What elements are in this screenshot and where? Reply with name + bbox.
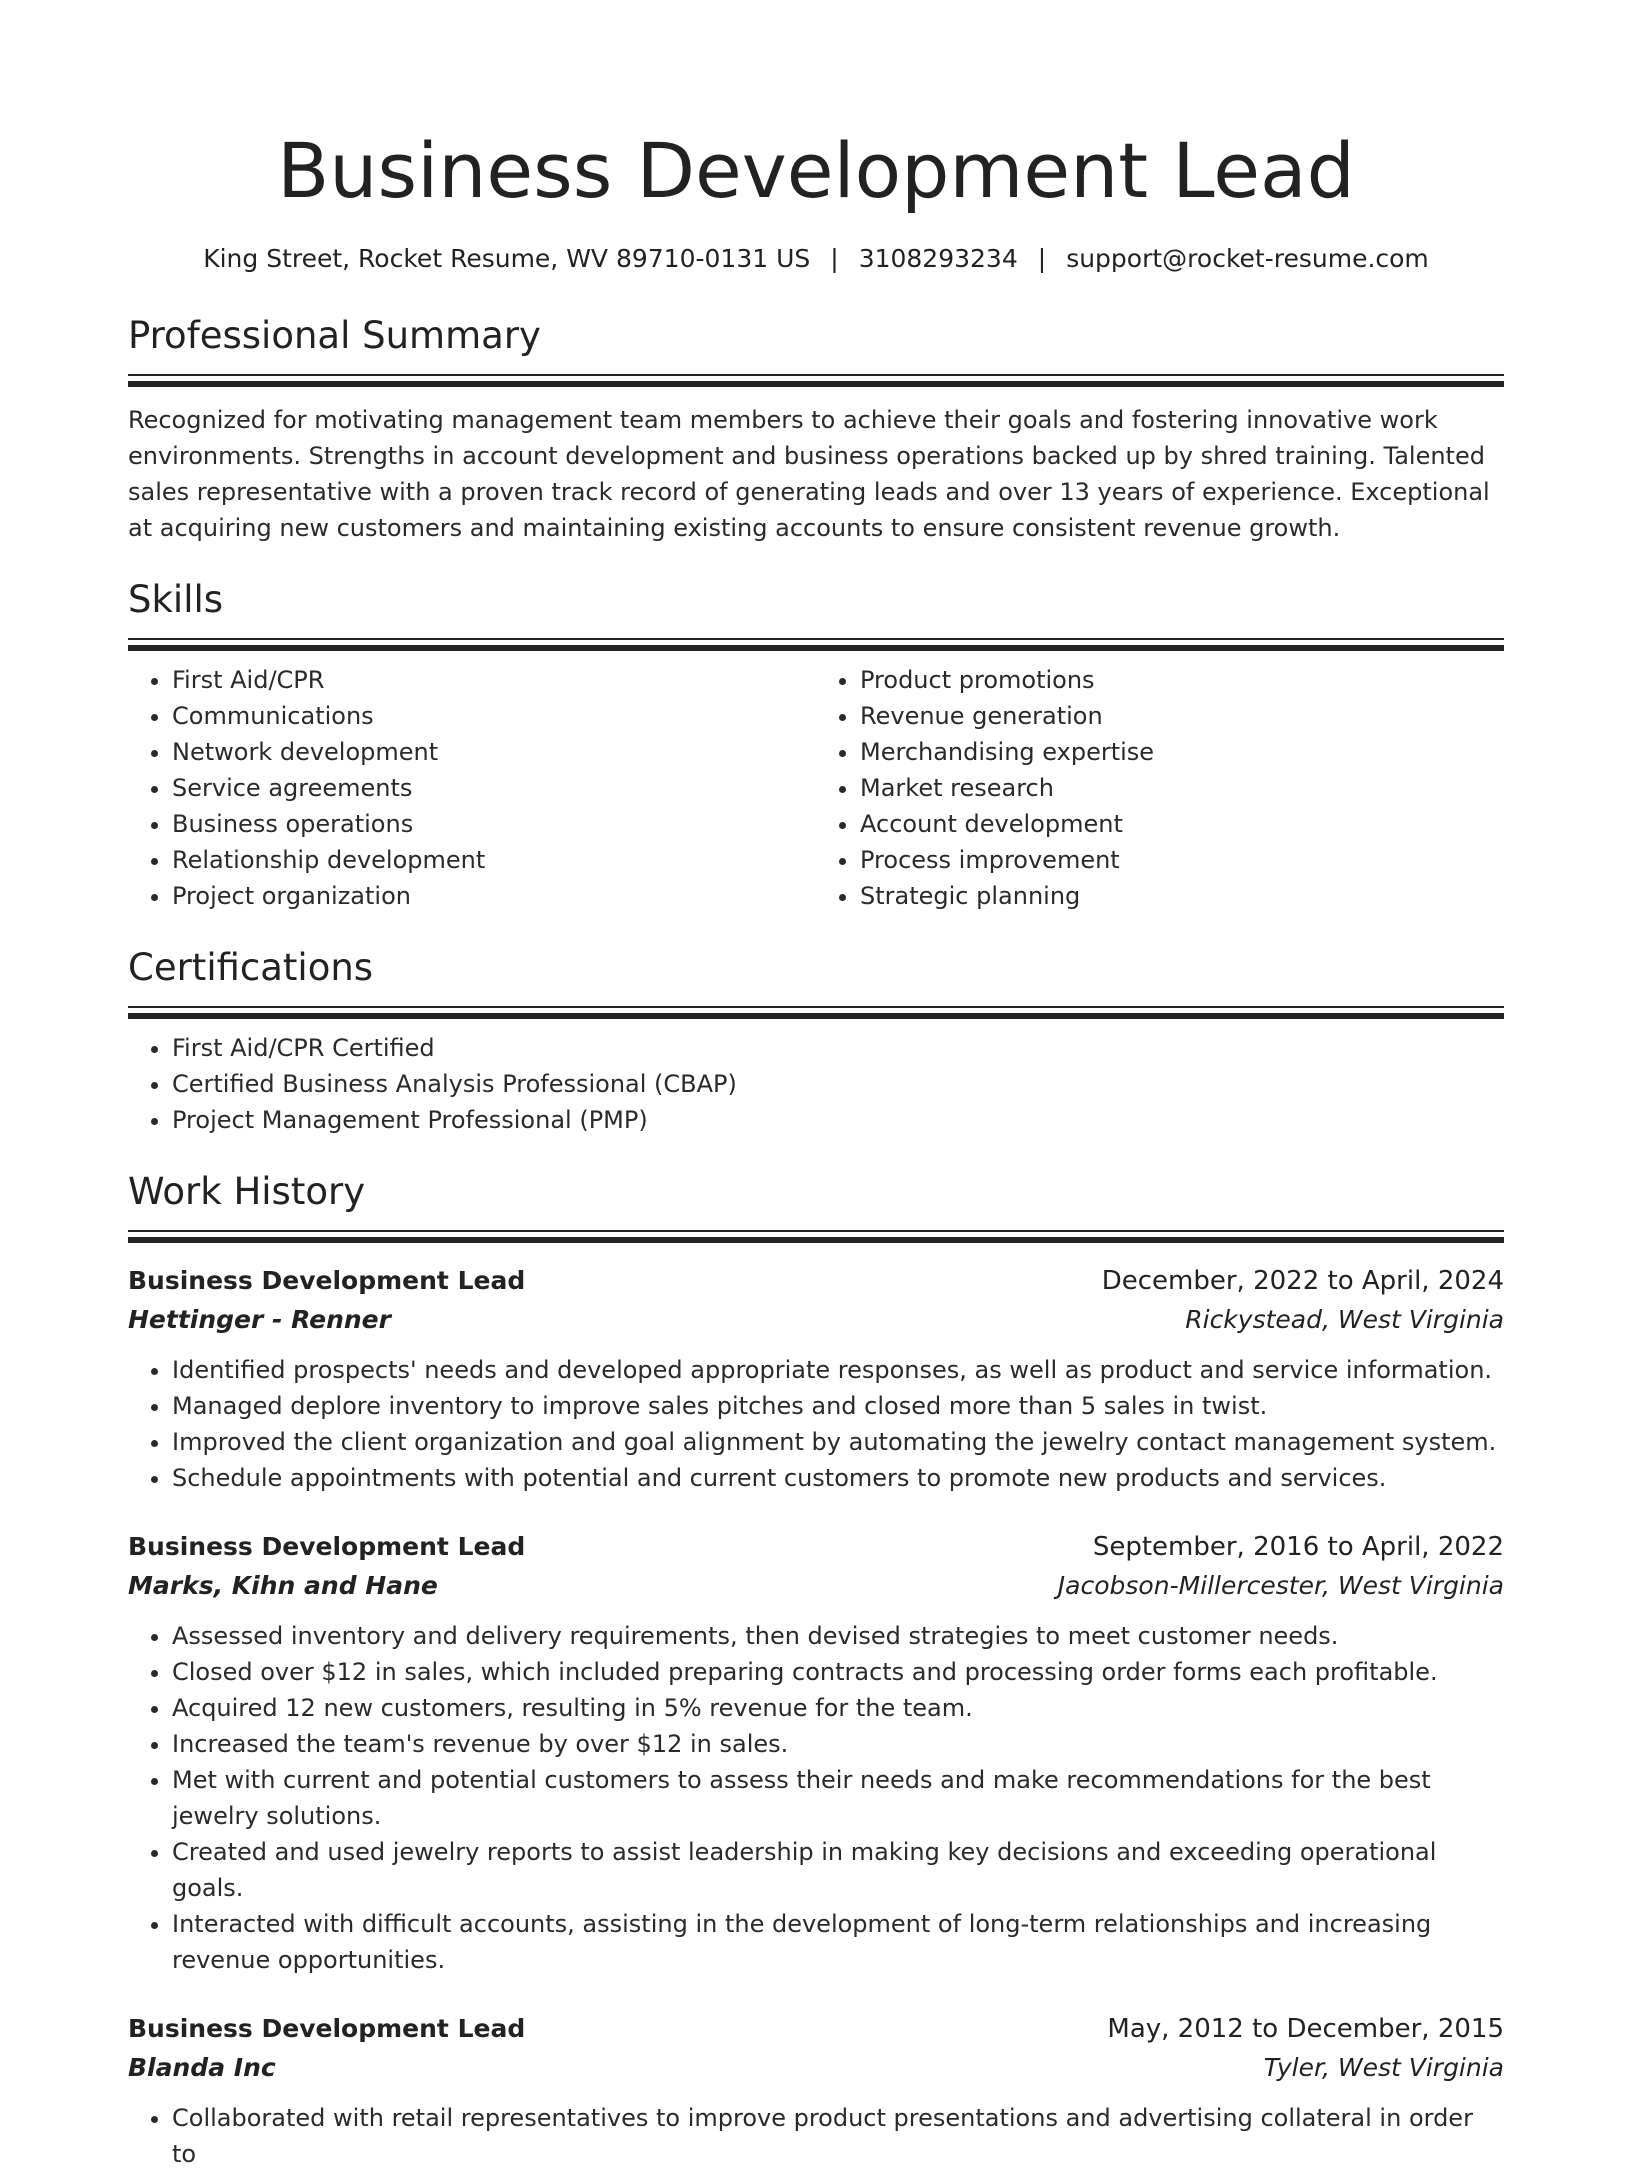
job-bullet: • Created and used jewelry reports to assist leadership in making key decisions and exceeding operational goals. — [172, 1834, 1504, 1906]
job-location: Jacobson-Millercester, West Virginia — [1057, 1571, 1504, 1600]
contact-phone: 3108293234 — [858, 244, 1018, 273]
job-bullet: • Managed deplore inventory to improve sales pitches and closed more than 5 sales in twist. — [172, 1388, 1504, 1424]
job-title: Business Development Lead — [128, 1532, 526, 1561]
job-bullet: • Interacted with difficult accounts, assisting in the development of long-term relationships and increasing revenue opportunities. — [172, 1906, 1504, 1978]
job-bullets — [128, 2100, 1504, 2172]
summary-section — [128, 312, 1504, 546]
skill-item: • Relationship development — [172, 842, 816, 878]
skill-item: • Revenue generation — [860, 698, 1504, 734]
contact-separator: | — [830, 244, 839, 273]
job-company: Blanda Inc — [128, 2053, 276, 2082]
contact-email: support@rocket-resume.com — [1066, 244, 1429, 273]
job-entry — [128, 2010, 1504, 2172]
job-title: Business Development Lead — [128, 2014, 526, 2043]
skill-item: • Strategic planning — [860, 878, 1504, 914]
skill-item: • Service agreements — [172, 770, 816, 806]
job-header-row — [128, 1528, 1504, 1566]
skill-item: • Project organization — [172, 878, 816, 914]
work-history-heading: Work History — [128, 1170, 366, 1213]
job-company-row — [128, 1300, 1504, 1340]
resume-page — [128, 0, 1504, 2172]
job-dates: May, 2012 to December, 2015 — [1107, 2014, 1504, 2044]
job-bullet: • Schedule appointments with potential and current customers to promote new products and services. — [172, 1460, 1504, 1496]
job-bullet: • Acquired 12 new customers, resulting in 5% revenue for the team. — [172, 1690, 1504, 1726]
certification-item: • First Aid/CPR Certified — [172, 1030, 1504, 1066]
skill-item: • First Aid/CPR — [172, 662, 816, 698]
job-location: Tyler, West Virginia — [1263, 2053, 1504, 2082]
section-divider — [128, 1006, 1504, 1020]
job-company: Marks, Kihn and Hane — [128, 1571, 438, 1600]
skill-item: • Communications — [172, 698, 816, 734]
skills-columns — [128, 662, 1504, 914]
job-header-row — [128, 1262, 1504, 1300]
skill-item: • Product promotions — [860, 662, 1504, 698]
contact-line — [128, 242, 1504, 276]
contact-separator: | — [1037, 244, 1047, 273]
job-bullet: • Collaborated with retail representatives to improve product presentations and advertising collateral in order to — [172, 2100, 1504, 2172]
job-header-row — [128, 2010, 1504, 2048]
job-bullet: • Identified prospects' needs and developed appropriate responses, as well as product and service information. — [172, 1352, 1504, 1388]
job-dates: September, 2016 to April, 2022 — [1092, 1532, 1504, 1562]
skills-list-right — [816, 662, 1504, 914]
job-bullet: • Increased the team's revenue by over $12 in sales. — [172, 1726, 1504, 1762]
skill-item: • Market research — [860, 770, 1504, 806]
skill-item: • Merchandising expertise — [860, 734, 1504, 770]
job-bullet: • Assessed inventory and delivery requirements, then devised strategies to meet customer needs. — [172, 1618, 1504, 1654]
job-bullets — [128, 1352, 1504, 1496]
certifications-heading: Certifications — [128, 946, 374, 989]
summary-text: Recognized for motivating management team members to achieve their goals and fostering innovative work environments. Strengths in account development and business operations backed up by shred training. Talented sales representative with a proven track record of generating leads and over 13 years of experience. Exceptional at acquiring new customers and maintaining existing accounts to ensure consistent revenue growth. — [128, 406, 1490, 542]
section-divider — [128, 374, 1504, 388]
skill-item: • Account development — [860, 806, 1504, 842]
job-title: Business Development Lead — [128, 1266, 526, 1295]
certification-item: • Certified Business Analysis Professional (CBAP) — [172, 1066, 1504, 1102]
job-entry — [128, 1528, 1504, 1978]
job-company-row — [128, 2048, 1504, 2088]
certifications-section — [128, 944, 1504, 1138]
skills-column-left — [128, 662, 816, 914]
job-bullet: • Closed over $12 in sales, which included preparing contracts and processing order forms each profitable. — [172, 1654, 1504, 1690]
certifications-list — [128, 1030, 1504, 1138]
job-bullet: • Met with current and potential customers to assess their needs and make recommendations for the best jewelry solutions. — [172, 1762, 1504, 1834]
job-bullets — [128, 1618, 1504, 1978]
skills-list-left — [128, 662, 816, 914]
skills-section — [128, 576, 1504, 914]
summary-heading: Professional Summary — [128, 314, 541, 357]
skill-item: • Network development — [172, 734, 816, 770]
work-history-section — [128, 1168, 1504, 2172]
resume-title: Business Development Lead — [277, 126, 1355, 215]
job-entry — [128, 1262, 1504, 1496]
job-dates: December, 2022 to April, 2024 — [1101, 1266, 1504, 1296]
contact-address: King Street, Rocket Resume, WV 89710-0131 US — [203, 244, 811, 273]
skills-column-right — [816, 662, 1504, 914]
section-divider — [128, 1230, 1504, 1244]
skill-item: • Process improvement — [860, 842, 1504, 878]
job-company: Hettinger - Renner — [128, 1305, 391, 1334]
certification-item: • Project Management Professional (PMP) — [172, 1102, 1504, 1138]
skill-item: • Business operations — [172, 806, 816, 842]
job-company-row — [128, 1566, 1504, 1606]
section-divider — [128, 638, 1504, 652]
job-bullet: • Improved the client organization and goal alignment by automating the jewelry contact management system. — [172, 1424, 1504, 1460]
skills-heading: Skills — [128, 578, 224, 621]
job-location: Rickystead, West Virginia — [1185, 1305, 1504, 1334]
